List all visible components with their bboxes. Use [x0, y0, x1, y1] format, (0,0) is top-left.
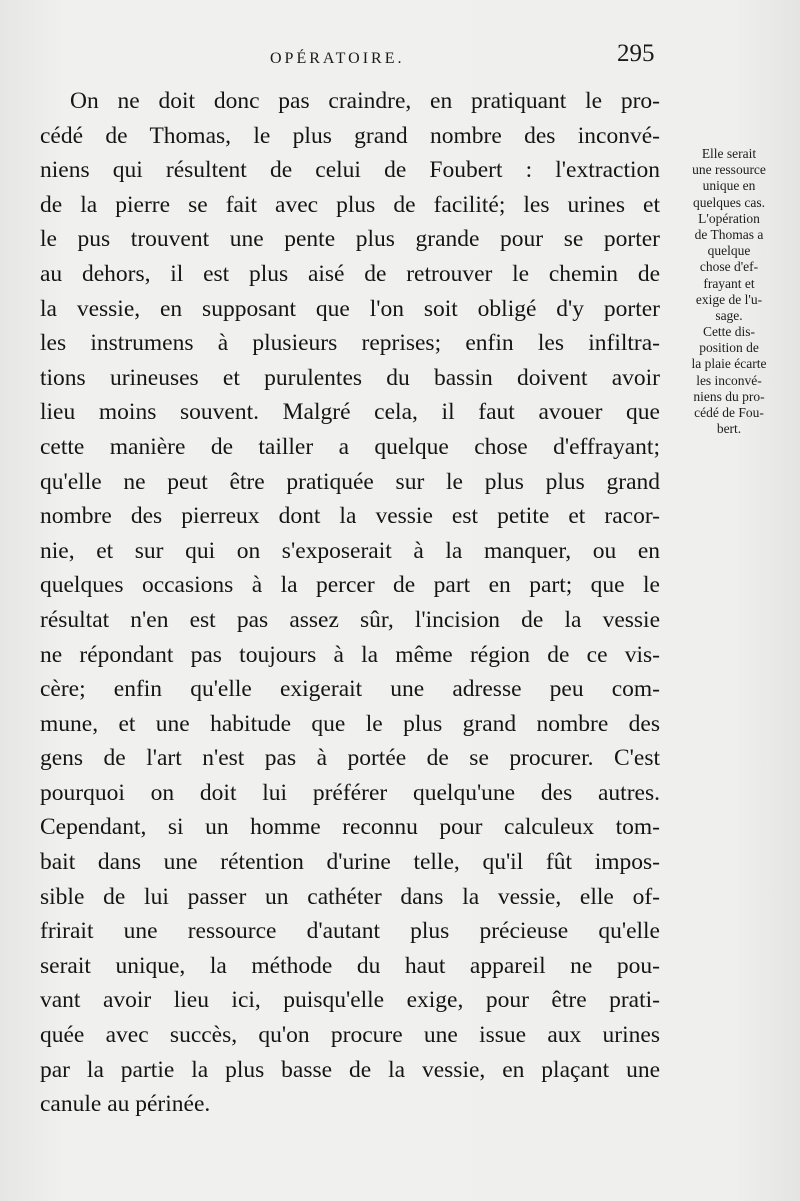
marginal-line: bert. [716, 421, 742, 437]
text-line: au dehors, il est plus aisé de retrouver le chemin de [40, 260, 660, 287]
text-line: On ne doit donc pas craindre, en pratiquant le pro- [70, 88, 660, 114]
text-line: qu'elle ne peut être pratiquée sur le plus plus grand [40, 468, 660, 495]
text-line: gens de l'art n'est pas à portée de se procurer. C'est [40, 745, 660, 772]
text-line: ne répondant pas toujours à la même région de ce vis- [40, 641, 660, 668]
marginal-line: une ressource [692, 162, 766, 178]
text-line: de la pierre se fait avec plus de facilité; les urines et [40, 191, 660, 218]
text-line: résultat n'en est pas assez sûr, l'incision de la vessie [40, 606, 660, 633]
marginal-line: sage. [715, 307, 743, 323]
marginal-line: les inconvé- [696, 372, 762, 388]
text-line: serait unique, la méthode du haut appareil ne pou- [40, 952, 660, 979]
marginal-line: cédé de Fou- [694, 405, 764, 420]
text-line: sible de lui passer un cathéter dans la vessie, elle of- [40, 883, 660, 910]
marginal-line: Cette dis- [702, 324, 756, 340]
marginal-line: niens du pro- [693, 388, 765, 404]
text-line: cette manière de tailler a quelque chose d'effrayant; [40, 433, 660, 460]
marginal-line: quelque [707, 243, 751, 259]
text-line: nombre des pierreux dont la vessie est petite et racor- [40, 503, 660, 530]
page-number: 295 [617, 40, 655, 67]
text-line: bait dans une rétention d'urine telle, qu'il fût impos- [40, 849, 660, 876]
text-line: par la partie la plus basse de la vessie, en plaçant une [40, 1056, 660, 1083]
text-line: tions urineuses et purulentes du bassin doivent avoir [40, 364, 660, 391]
marginal-line: frayant et [703, 275, 755, 291]
marginal-line: exige de l'u- [695, 291, 763, 307]
text-line: lieu moins souvent. Malgré cela, il faut avouer que [40, 399, 660, 426]
marginal-line: unique en [702, 178, 756, 194]
text-line: la vessie, en supposant que l'on soit obligé d'y porter [40, 295, 660, 322]
marginal-line: la plaie écarte [691, 356, 767, 372]
marginal-line: Elle serait [701, 146, 757, 161]
text-line: nie, et sur qui on s'exposerait à la manquer, ou en [40, 537, 660, 564]
text-line: les instrumens à plusieurs reprises; enfin les infiltra- [40, 330, 660, 357]
text-line: Cependant, si un homme reconnu pour calculeux tom- [40, 814, 660, 841]
text-line: niens qui résultent de celui de Foubert : l'extraction [40, 157, 660, 184]
text-line: frirait une ressource d'autant plus précieuse qu'elle [40, 918, 660, 945]
running-head: OPÉRATOIRE. [270, 50, 405, 67]
text-line: quelques occasions à la percer de part en part; que le [40, 572, 660, 599]
marginal-line: quelques cas. [693, 194, 765, 210]
text-line: quée avec succès, qu'on procure une issue aux urines [40, 1022, 660, 1049]
text-line: pourquoi on doit lui préférer quelqu'une des autres. [40, 779, 660, 806]
text-line: cédé de Thomas, le plus grand nombre des inconvé- [40, 122, 660, 149]
marginal-note [664, 146, 794, 437]
text-line: mune, et une habitude que le plus grand nombre des [40, 710, 660, 737]
marginal-line: position de [699, 340, 759, 356]
body-text [40, 84, 660, 1122]
marginal-line: de Thomas a [694, 226, 764, 242]
text-line: le pus trouvent une pente plus grande pour se porter [40, 226, 660, 253]
text-line: cère; enfin qu'elle exigerait une adresse peu com- [40, 676, 660, 703]
marginal-line: L'opération [698, 210, 760, 226]
text-line: canule au périnée. [40, 1091, 211, 1118]
marginal-line: chose d'ef- [699, 259, 759, 275]
text-line: vant avoir lieu ici, puisqu'elle exige, pour être prati- [40, 987, 660, 1014]
